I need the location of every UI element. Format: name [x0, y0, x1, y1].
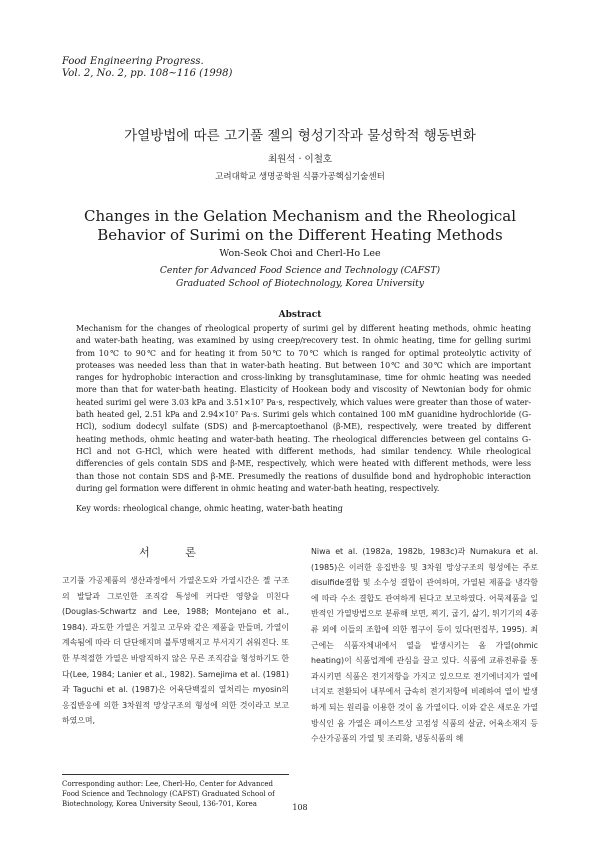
abstract-text: Mechanism for the changes of rheological property of surimi gel by different heating methods, ohmic heating and water-bath heating, was examined by using creep/recovery test. In ohmic heating, time for gelling surimi from 10℃ to 90℃ and for heating it from 50℃ to 70℃ which is ranged for optimal proteolytic activity of proteases was needed less than that in water-bath heating. But between 10℃ and 30℃ which are important ranges for hydrophobic interaction and cross-linking by transglutaminase, time for ohmic heating was needed more than that for water-bath heating. Elasticity of Hookean body and viscosity of Newtonian body for ohmic heated surimi gel were 3.03 kPa and 3.51×10⁷ Pa·s, respectively, which values were greater than those of water-bath heated gel, 2.51 kPa and 2.94×10⁷ Pa·s. Surimi gels which contained 100 mM guanidine hydrochloride (G-HCl), sodium dodecyl sulfate (SDS) and β-mercaptoethanol (β-ME), respectively, were treated by different heating methods, ohmic heating and water-bath heating. The rheological differencies between gel contains G-HCl and not G-HCl, which were heated with different methods, had similar tendency. While rheological differencies of gels contain SDS and β-ME, respectively, which were heated with different methods, were less than those not contain SDS and β-ME. Presumedly the reations of dusulfide bond and hydrophobic interaction during gel formation were different in ohmic heating and water-bath heating, respectively. — [76, 324, 531, 493]
keywords: Key words: rheological change, ohmic heating, water-bath heating — [76, 504, 343, 513]
corresponding-author-note: Corresponding author: Lee, Cherl-Ho, Center for Advanced Food Science and Technology (CAFST) Graduated School of Biotechnology, Korea University Seoul, 136-701, Korea — [62, 780, 275, 808]
korean-authors: 최원석 · 이철호 — [267, 154, 333, 165]
journal-volume: Vol. 2, No. 2, pp. 108~116 (1998) — [62, 68, 233, 79]
english-affiliation — [0, 264, 600, 290]
body-column-left — [62, 544, 289, 726]
intro-paragraph-right: Niwa et al. (1982a, 1982b, 1983c)과 Numakura et al. (1985)은 이러한 응집반응 및 3차원 망상구조의 형성에는 주로 disulfide결합 및 소수성 결합이 관여하며, 가열된 제품을 냉각함에 따라 수소 결합도 관여하게 된다고 보고하였다. 어묵제품을 일반적인 가열방법으로 분류해 보면, 찌기, 굽기, 삶기, 튀기기의 4종류 외에 이들의 조합에 의한 찜구이 등이 있다(편집부, 1995). 최근에는 식품자체내에서 열을 발생시키는 옴 가열(ohmic heating)이 식품업계에 관심을 끌고 있다. 식품에 교류전류를 통과시키면 식품은 전기저항을 가지고 있으므로 전기에너지가 열에너지로 전환되어 내부에서 급속히 전기저항에 비례하여 열이 발생하게 되는 원리를 이용한 것이 옴 가열이다. 이와 같은 새로운 가열방식인 옴 가열은 페이스트상 고점성 식품의 살균, 어육소재지 등 수산가공품의 가열 및 조리화, 냉동식품의 해 — [311, 547, 538, 744]
footnote-divider — [62, 774, 289, 775]
journal-name: Food Engineering Progress. — [62, 56, 204, 67]
affiliation-center: Center for Advanced Food Science and Technology (CAFST) — [159, 265, 441, 276]
page-number: 108 — [292, 803, 308, 812]
journal-citation — [62, 56, 232, 80]
korean-affiliation: 고려대학교 생명공학원 식품가공핵심기술센터 — [215, 172, 385, 182]
english-title: Changes in the Gelation Mechanism and the Rheological Behavior of Surimi on the Different Heating Methods — [83, 207, 517, 244]
korean-title: 가열방법에 따른 고기풀 젤의 형성기작과 물성학적 행동변화 — [124, 128, 476, 144]
abstract-heading: Abstract — [278, 310, 322, 320]
affiliation-school: Graduated School of Biotechnology, Korea University — [175, 278, 425, 289]
intro-paragraph-left: 고기풀 가공제품의 생산과정에서 가열온도와 가열시간은 젤 구조의 발달과 그로인한 조직감 특성에 커다란 영향을 미친다(Douglas-Schwartz and Lee, 1988; Montejano et al., 1984). 과도한 가열은 거칠고 고무와 같은 제품을 만들며, 가열이 계속됨에 따라 더 단단해지며 불투명해지고 부서지기 쉬워진다. 또한 부적절한 가열은 바람직하지 않은 무른 조직감을 형성하기도 한다(Lee, 1984; Lanier et al., 1982). Samejima et al. (1981)과 Taguchi et al. (1987)은 어육단백질의 열처리는 myosin의 응집반응에 의한 3차원적 망상구조의 형성에 의한 것이라고 보고하였으며, — [62, 576, 289, 726]
english-authors: Won-Seok Choi and Cherl-Ho Lee — [219, 248, 381, 259]
section-heading-introduction: 서 론 — [139, 546, 212, 559]
body-column-right — [311, 544, 538, 747]
